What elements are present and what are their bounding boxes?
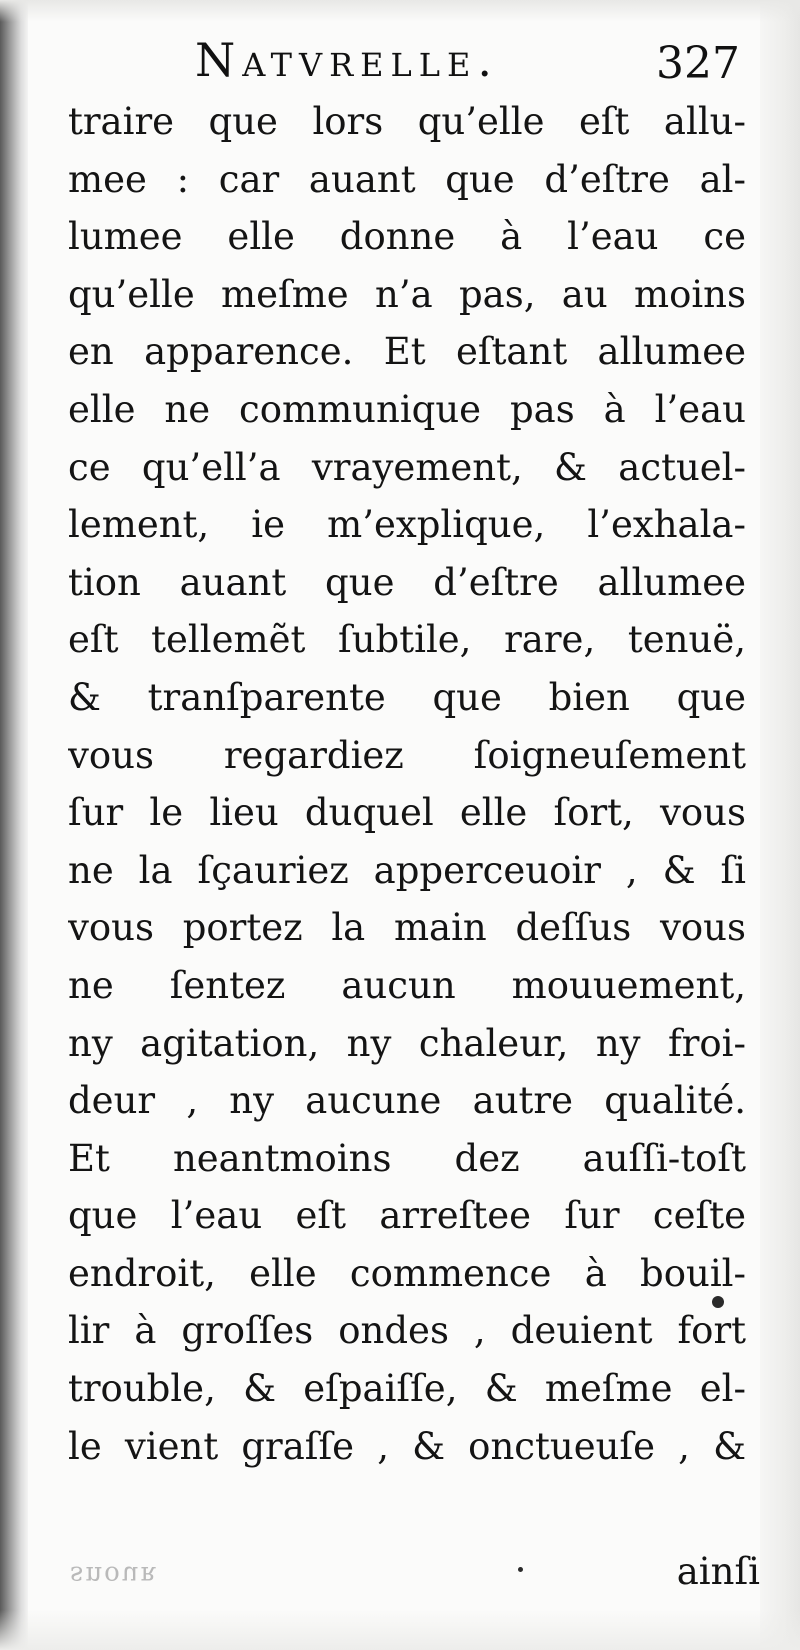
page-number: 327 (656, 38, 740, 89)
book-gutter-shadow (0, 0, 28, 1650)
text-line: mee : car auant que d’eſtre al- (68, 157, 746, 201)
text-line: ne la ſçauriez apperceuoir , & ſi (68, 848, 746, 892)
text-line: lement, ie m’explique, l’exhala- (68, 503, 746, 547)
text-line: ſur le lieu duquel elle ſort, vous (68, 791, 746, 835)
text-line: en apparence. Et eſtant allumee (68, 330, 746, 374)
text-line: vous portez la main deſſus vous (68, 906, 746, 950)
text-line: elle ne communique pas à l’eau (68, 387, 746, 431)
text-line: ny agitation, ny chaleur, ny froi- (68, 1021, 746, 1065)
text-line: endroit, elle commence à bouil- (68, 1251, 746, 1295)
bleed-through-text: snouʀ (70, 1560, 158, 1590)
text-line: que l’eau eſt arreſtee ſur ceſte (68, 1194, 746, 1238)
text-line: trouble, & eſpaiſſe, & meſme el- (68, 1367, 746, 1411)
bottom-edge-shade (0, 1610, 800, 1650)
text-line: ne ſentez aucun mouuement, (68, 963, 746, 1007)
text-line: vous regardiez ſoigneuſement (68, 733, 746, 777)
text-line: tion auant que d’eſtre allumee (68, 560, 746, 604)
text-line: qu’elle meſme n’a pas, au moins (68, 272, 746, 316)
body-text (68, 93, 746, 1475)
text-line: Et neantmoins dez auſſi-toſt (68, 1136, 746, 1180)
ink-speck (518, 1567, 523, 1572)
catchword: ainſi (676, 1550, 760, 1593)
page-header (195, 30, 740, 90)
page-edge (760, 0, 800, 1650)
running-head: Natvrelle. (195, 33, 499, 87)
text-line: le vient graſſe , & onctueuſe , & (68, 1424, 746, 1468)
text-line: traire que lors qu’elle eſt allu- (68, 100, 746, 143)
text-line: lumee elle donne à l’eau ce (68, 215, 746, 259)
top-edge-shade (0, 0, 800, 22)
text-line: deur , ny aucune autre qualité. (68, 1079, 746, 1123)
text-line: lir à groſſes ondes , deuient fort (68, 1309, 746, 1353)
text-line: & tranſparente que bien que (68, 675, 746, 719)
ink-speck (712, 1296, 724, 1308)
text-line: ce qu’ell’a vrayement, & actuel- (68, 445, 746, 489)
text-line: eſt tellemẽt ſubtile, rare, tenuë, (68, 618, 746, 662)
